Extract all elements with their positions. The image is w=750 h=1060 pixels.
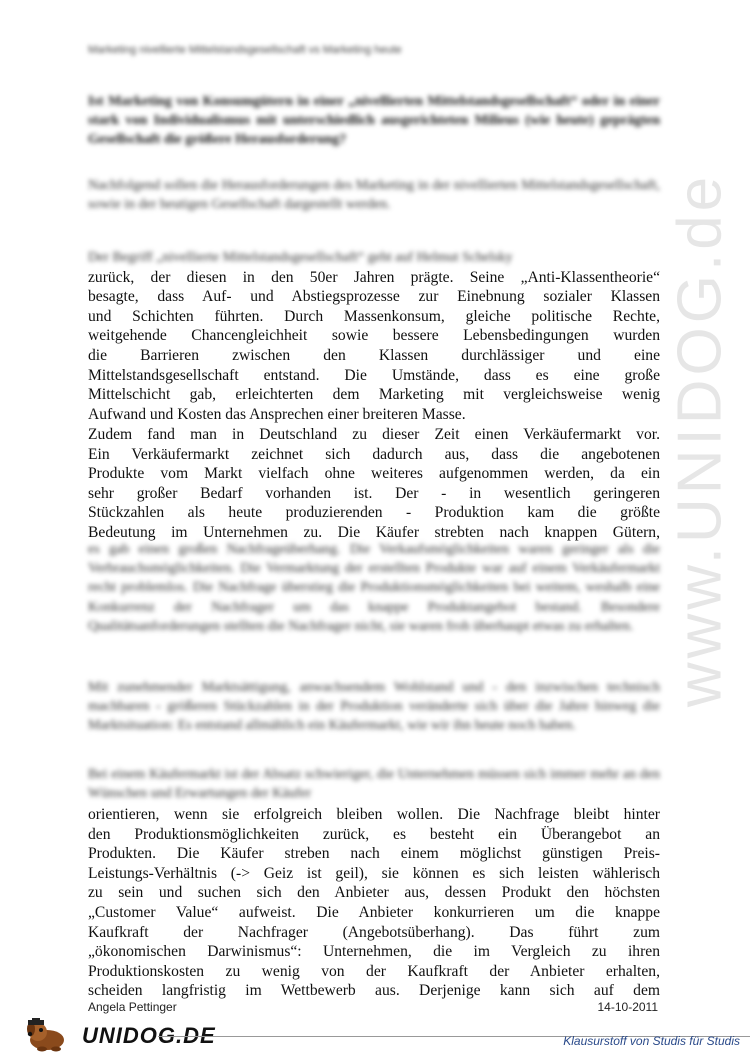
intro-paragraph: Nachfolgend sollen die Herausforderungen des Marketing in der nivellierten Mittelstandsgesellschaft, sowie in der heutigen Gesellschaft dargestellt werden. <box>88 178 660 212</box>
text-line: zurück, der diesen in den 50er Jahren prägte. Seine „Anti-Klassentheorie“ <box>88 268 660 286</box>
footer-date: 14-10-2011 <box>597 1000 658 1014</box>
paragraph-4-blurred-start: Bei einem Käufermarkt ist der Absatz schwieriger, die Unternehmen müssen sich immer mehr an den Wünschen und Erwartungen der Käufer <box>88 767 660 802</box>
paragraph-1-blurred-line: Der Begriff „nivellierte Mittelstandsgesellschaft“ geht auf Helmut Schelsky <box>88 250 513 265</box>
watermark: www.UNIDOG.de <box>665 172 735 708</box>
text-line: Bedeutung im Unternehmen zu. Die Käufer strebten nach knappen Gütern, <box>88 523 660 541</box>
text-line: Produkte vom Markt vielfach ohne weiteres aufgenommen werden, da ein <box>88 465 660 483</box>
dog-mascot-icon <box>20 1018 78 1052</box>
text-line: den Produktionsmöglichkeiten zurück, es besteht ein Überangebot an <box>88 825 660 843</box>
footer-tagline: Klausurstoff von Studis für Studis <box>563 1034 740 1048</box>
unidog-logo[interactable] <box>20 1018 250 1052</box>
paragraph-2-blurred-rest: es gab einen großen Nachfrageüberhang. Die Verkaufsmöglichkeiten waren geringer als die Verbrauchsmöglichkeiten. Die Vermarktung der erstellten Produkte war auf einem Verkäufermarkt recht problemlos. Die Nachfrage überstieg die Produktionsmöglichkeiten bei weitem, weshalb eine Konkurrenz der Nachfrager um das knappe Produktangebot bestand. Besondere Qualitätsanforderungen stellten die Nachfrager nicht, sie waren froh überhaupt etwas zu erhalten. <box>88 542 660 634</box>
text-line: Produkten. Die Käufer streben nach einem möglichst günstigen Preis- <box>88 845 660 863</box>
text-line: Aufwand und Kosten das Ansprechen einer breiteren Masse. <box>88 405 466 423</box>
text-line: „ökonomischen Darwinismus“: Unternehmen, die im Vergleich zu ihren <box>88 943 660 961</box>
text-line: Kaufkraft der Nachfrager (Angebotsüberhang). Das führt zum <box>88 923 660 941</box>
paragraph-2 <box>88 425 660 543</box>
footer-author: Angela Pettinger <box>88 1000 177 1014</box>
text-line: „Customer Value“ aufweist. Die Anbieter konkurrieren um die knappe <box>88 903 660 921</box>
text-line: Mittelschicht gab, erleichterten dem Marketing mit vergleichsweise wenig <box>88 386 660 404</box>
text-line: Ein Verkäufermarkt zeichnet sich dadurch aus, dass die angebotenen <box>88 445 660 463</box>
text-line: besagte, dass Auf- und Abstiegsprozesse zur Einebnung sozialer Klassen <box>88 288 660 306</box>
text-line: Stückzahlen als heute produzierenden - Produktion kam die größte <box>88 504 660 522</box>
logo-text: UNIDOG.DE <box>82 1023 216 1048</box>
document-heading: Ist Marketing von Konsumgütern in einer „nivellierten Mittelstandsgesellschaft“ oder in einer stark von Individualismus mit unterschiedlich ausgerichteten Milieus (wie heute) geprägten Gesellschaft die größere Herausforderung? <box>88 94 660 147</box>
text-line: Zudem fand man in Deutschland zu dieser Zeit einen Verkäufermarkt vor. <box>88 426 660 443</box>
text-line: orientieren, wenn sie erfolgreich bleiben wollen. Die Nachfrage bleibt hinter <box>88 806 660 823</box>
text-line: weitgehende Chancengleichheit sowie bessere Lebensbedingungen wurden <box>88 327 660 345</box>
paragraph-3: Mit zunehmender Marktsättigung, anwachsendem Wohlstand und - den inzwischen technisch machbaren - größeren Stückzahlen in der Produktion veränderte sich über die Jahre hinweg die Marktsituation: Es entstand allmählich ein Käufermarkt, wie wir ihn heute noch haben. <box>88 680 660 734</box>
text-line: die Barrieren zwischen den Klassen durchlässiger und eine <box>88 346 660 364</box>
paragraph-4 <box>88 805 660 1001</box>
text-line: und Schichten führten. Durch Massenkonsum, gleiche politische Rechte, <box>88 307 660 325</box>
running-header: Marketing nivellierte Mittelstandsgesellschaft vs Marketing heute <box>88 44 402 56</box>
paragraph-1 <box>88 248 660 424</box>
text-line: zu sein und suchen sich den Anbieter aus, dessen Produkt den höchsten <box>88 884 660 902</box>
text-line: scheiden langfristig im Wettbewerb aus. Derjenige kann sich auf dem <box>88 982 660 1000</box>
text-line: Produktionskosten zu wenig von der Kaufkraft der Anbieter erhalten, <box>88 962 660 980</box>
text-line: sehr großer Bedarf vorhanden ist. Der - in wesentlich geringeren <box>88 484 660 502</box>
text-line: Leistungs-Verhältnis (-> Geiz ist geil), sie können es sich leisten wählerisch <box>88 864 660 882</box>
text-line: Mittelstandsgesellschaft entstand. Die Umstände, dass es eine große <box>88 366 660 384</box>
